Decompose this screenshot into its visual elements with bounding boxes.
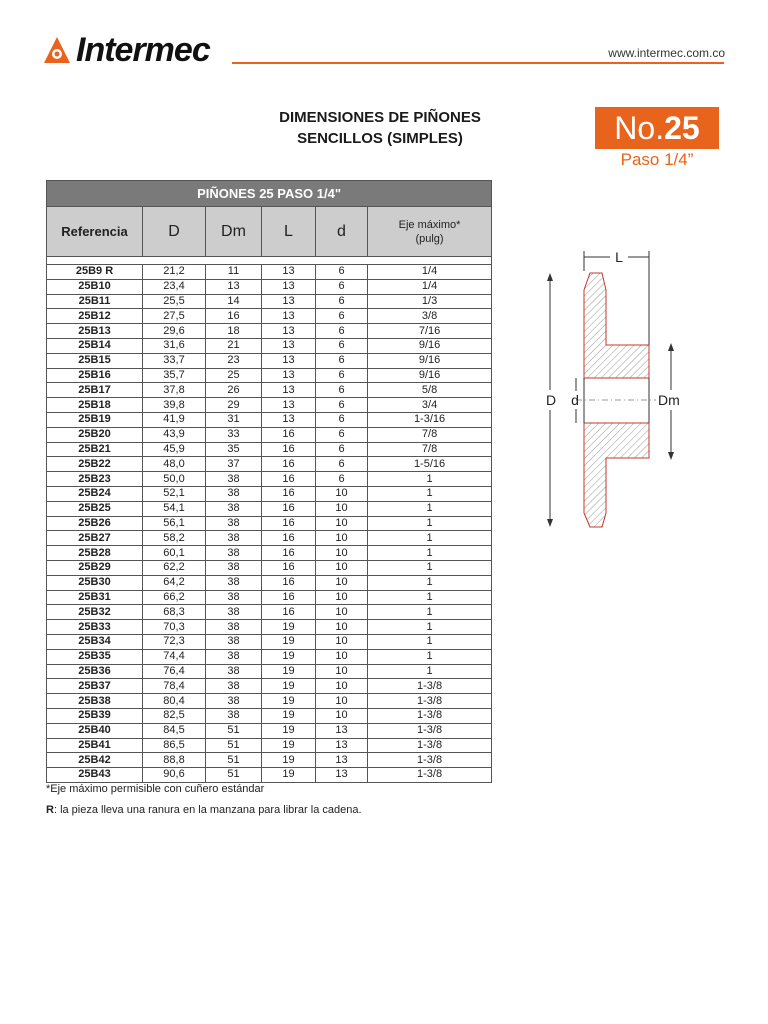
cell-Dm: 51 — [206, 768, 262, 783]
cell-L: 13 — [262, 412, 316, 427]
table-row — [47, 383, 492, 398]
cell-eje-maximo: 1 — [368, 516, 492, 531]
cell-L: 13 — [262, 309, 316, 324]
cell-d: 13 — [316, 753, 368, 768]
cell-Dm: 38 — [206, 620, 262, 635]
cell-d: 13 — [316, 723, 368, 738]
cell-D: 43,9 — [143, 427, 206, 442]
cell-L: 19 — [262, 649, 316, 664]
cell-eje-maximo: 1/3 — [368, 294, 492, 309]
cell-Dm: 38 — [206, 664, 262, 679]
table-row — [47, 472, 492, 487]
cell-eje-maximo: 3/8 — [368, 309, 492, 324]
cell-d: 13 — [316, 738, 368, 753]
cell-L: 16 — [262, 501, 316, 516]
cell-eje-maximo: 9/16 — [368, 338, 492, 353]
cell-D: 50,0 — [143, 472, 206, 487]
cell-referencia: 25B42 — [47, 753, 143, 768]
table-row — [47, 590, 492, 605]
cell-L: 13 — [262, 398, 316, 413]
cell-referencia: 25B22 — [47, 457, 143, 472]
cell-referencia: 25B38 — [47, 694, 143, 709]
title-line-2: SENCILLOS (SIMPLES) — [297, 130, 463, 147]
cell-Dm: 35 — [206, 442, 262, 457]
label-Dm: Dm — [658, 392, 680, 408]
cell-L: 13 — [262, 383, 316, 398]
cell-L: 13 — [262, 368, 316, 383]
table-row — [47, 442, 492, 457]
cell-L: 16 — [262, 516, 316, 531]
title-line-1: DIMENSIONES DE PIÑONES — [279, 109, 481, 126]
cell-Dm: 21 — [206, 338, 262, 353]
cell-eje-maximo: 5/8 — [368, 383, 492, 398]
cell-d: 10 — [316, 486, 368, 501]
table-row — [47, 560, 492, 575]
cell-referencia: 25B15 — [47, 353, 143, 368]
cell-D: 76,4 — [143, 664, 206, 679]
cell-referencia: 25B36 — [47, 664, 143, 679]
col-referencia: Referencia — [47, 207, 143, 257]
cell-referencia: 25B30 — [47, 575, 143, 590]
cell-referencia: 25B39 — [47, 708, 143, 723]
cell-D: 21,2 — [143, 265, 206, 280]
cell-D: 64,2 — [143, 575, 206, 590]
cell-d: 6 — [316, 353, 368, 368]
label-L: L — [615, 249, 623, 265]
cell-eje-maximo: 1/4 — [368, 265, 492, 280]
brand-logo — [42, 30, 210, 70]
cell-referencia: 25B13 — [47, 324, 143, 339]
cell-D: 90,6 — [143, 768, 206, 783]
table-group-title: PIÑONES 25 PASO 1/4" — [47, 181, 492, 207]
cell-eje-maximo: 9/16 — [368, 368, 492, 383]
cell-D: 52,1 — [143, 486, 206, 501]
cell-L: 13 — [262, 265, 316, 280]
cell-d: 10 — [316, 516, 368, 531]
series-badge — [595, 107, 719, 149]
cell-Dm: 33 — [206, 427, 262, 442]
cell-Dm: 51 — [206, 738, 262, 753]
cell-eje-maximo: 1-3/16 — [368, 412, 492, 427]
cell-referencia: 25B26 — [47, 516, 143, 531]
cell-Dm: 37 — [206, 457, 262, 472]
gear-icon — [42, 35, 72, 65]
table-row — [47, 294, 492, 309]
cell-eje-maximo: 1/4 — [368, 279, 492, 294]
cell-Dm: 38 — [206, 486, 262, 501]
cell-Dm: 23 — [206, 353, 262, 368]
cell-eje-maximo: 1-3/8 — [368, 694, 492, 709]
cell-L: 16 — [262, 427, 316, 442]
label-D: D — [545, 392, 557, 408]
footnote-r — [46, 804, 362, 816]
cell-referencia: 25B18 — [47, 398, 143, 413]
cell-d: 10 — [316, 694, 368, 709]
cell-d: 6 — [316, 472, 368, 487]
cell-D: 72,3 — [143, 634, 206, 649]
cell-referencia: 25B25 — [47, 501, 143, 516]
cell-eje-maximo: 1-3/8 — [368, 753, 492, 768]
cell-Dm: 38 — [206, 708, 262, 723]
cell-referencia: 25B37 — [47, 679, 143, 694]
cell-D: 84,5 — [143, 723, 206, 738]
cell-referencia: 25B31 — [47, 590, 143, 605]
cell-D: 58,2 — [143, 531, 206, 546]
cell-referencia: 25B41 — [47, 738, 143, 753]
table-row — [47, 353, 492, 368]
cell-L: 19 — [262, 620, 316, 635]
table-row — [47, 501, 492, 516]
header-divider — [232, 62, 724, 64]
cell-L: 16 — [262, 457, 316, 472]
cell-Dm: 38 — [206, 516, 262, 531]
cell-L: 16 — [262, 575, 316, 590]
cell-D: 60,1 — [143, 546, 206, 561]
table-row — [47, 486, 492, 501]
cell-Dm: 14 — [206, 294, 262, 309]
cell-eje-maximo: 1 — [368, 634, 492, 649]
cell-Dm: 25 — [206, 368, 262, 383]
badge-number: 25 — [664, 110, 700, 146]
table-row — [47, 620, 492, 635]
col-eje-maximo — [368, 207, 492, 257]
cell-Dm: 38 — [206, 575, 262, 590]
cell-eje-maximo: 1 — [368, 605, 492, 620]
cell-referencia: 25B9 R — [47, 265, 143, 280]
cell-d: 10 — [316, 634, 368, 649]
cell-D: 82,5 — [143, 708, 206, 723]
cell-D: 23,4 — [143, 279, 206, 294]
cell-d: 13 — [316, 768, 368, 783]
cell-d: 10 — [316, 501, 368, 516]
footnote-eje: *Eje máximo permisible con cuñero estándar — [46, 783, 265, 795]
cell-eje-maximo: 1-3/8 — [368, 738, 492, 753]
cell-d: 10 — [316, 560, 368, 575]
cell-Dm: 38 — [206, 590, 262, 605]
sprocket-section-diagram — [536, 245, 706, 535]
cell-referencia: 25B28 — [47, 546, 143, 561]
cell-d: 6 — [316, 442, 368, 457]
cell-eje-maximo: 7/8 — [368, 427, 492, 442]
table-row — [47, 694, 492, 709]
cell-D: 68,3 — [143, 605, 206, 620]
cell-Dm: 38 — [206, 560, 262, 575]
cell-D: 62,2 — [143, 560, 206, 575]
cell-d: 6 — [316, 265, 368, 280]
table-row — [47, 457, 492, 472]
cell-d: 6 — [316, 279, 368, 294]
cell-d: 6 — [316, 427, 368, 442]
cell-eje-maximo: 1-3/8 — [368, 679, 492, 694]
cell-eje-maximo: 1 — [368, 472, 492, 487]
cell-eje-maximo: 1 — [368, 664, 492, 679]
table-row — [47, 338, 492, 353]
cell-L: 19 — [262, 708, 316, 723]
cell-d: 6 — [316, 457, 368, 472]
header-spacer — [47, 257, 492, 265]
footnote-r-key: R — [46, 804, 54, 816]
cell-eje-maximo: 1 — [368, 620, 492, 635]
cell-L: 13 — [262, 324, 316, 339]
cell-referencia: 25B23 — [47, 472, 143, 487]
cell-d: 10 — [316, 575, 368, 590]
cell-L: 13 — [262, 338, 316, 353]
cell-referencia: 25B32 — [47, 605, 143, 620]
table-row — [47, 605, 492, 620]
cell-L: 19 — [262, 679, 316, 694]
cell-referencia: 25B12 — [47, 309, 143, 324]
table-row — [47, 679, 492, 694]
cell-Dm: 13 — [206, 279, 262, 294]
cell-eje-maximo: 1 — [368, 590, 492, 605]
cell-D: 78,4 — [143, 679, 206, 694]
table-row — [47, 279, 492, 294]
cell-d: 6 — [316, 383, 368, 398]
table-row — [47, 575, 492, 590]
cell-Dm: 38 — [206, 694, 262, 709]
cell-D: 66,2 — [143, 590, 206, 605]
cell-eje-maximo: 1 — [368, 501, 492, 516]
cell-D: 37,8 — [143, 383, 206, 398]
cell-D: 70,3 — [143, 620, 206, 635]
cell-d: 6 — [316, 324, 368, 339]
cell-referencia: 25B14 — [47, 338, 143, 353]
cell-D: 45,9 — [143, 442, 206, 457]
table-row — [47, 309, 492, 324]
cell-Dm: 31 — [206, 412, 262, 427]
cell-D: 35,7 — [143, 368, 206, 383]
cell-D: 29,6 — [143, 324, 206, 339]
cell-eje-maximo: 1 — [368, 575, 492, 590]
cell-D: 54,1 — [143, 501, 206, 516]
cell-D: 41,9 — [143, 412, 206, 427]
cell-L: 16 — [262, 560, 316, 575]
cell-d: 6 — [316, 309, 368, 324]
cell-Dm: 38 — [206, 546, 262, 561]
cell-referencia: 25B43 — [47, 768, 143, 783]
cell-d: 6 — [316, 294, 368, 309]
cell-D: 88,8 — [143, 753, 206, 768]
cell-L: 16 — [262, 442, 316, 457]
brand-name: Intermec — [76, 31, 210, 69]
cell-eje-maximo: 7/8 — [368, 442, 492, 457]
table-row — [47, 324, 492, 339]
cell-Dm: 51 — [206, 723, 262, 738]
cell-L: 16 — [262, 546, 316, 561]
cell-Dm: 38 — [206, 634, 262, 649]
cell-d: 10 — [316, 679, 368, 694]
cell-L: 16 — [262, 605, 316, 620]
col-eje-maximo-line2: (pulg) — [415, 232, 444, 245]
cell-Dm: 16 — [206, 309, 262, 324]
sprocket-dimensions-table — [46, 180, 492, 783]
cell-d: 10 — [316, 664, 368, 679]
cell-referencia: 25B17 — [47, 383, 143, 398]
cell-referencia: 25B24 — [47, 486, 143, 501]
cell-eje-maximo: 3/4 — [368, 398, 492, 413]
table-row — [47, 531, 492, 546]
pitch-label: Paso 1/4” — [620, 150, 694, 169]
table-row — [47, 427, 492, 442]
cell-D: 56,1 — [143, 516, 206, 531]
cell-referencia: 25B10 — [47, 279, 143, 294]
table-row — [47, 368, 492, 383]
cell-Dm: 38 — [206, 605, 262, 620]
cell-D: 33,7 — [143, 353, 206, 368]
col-d: d — [316, 207, 368, 257]
cell-eje-maximo: 1 — [368, 531, 492, 546]
cell-Dm: 51 — [206, 753, 262, 768]
cell-Dm: 38 — [206, 472, 262, 487]
cell-D: 25,5 — [143, 294, 206, 309]
cell-L: 19 — [262, 753, 316, 768]
cell-L: 16 — [262, 472, 316, 487]
cell-referencia: 25B33 — [47, 620, 143, 635]
cell-D: 39,8 — [143, 398, 206, 413]
table-row — [47, 634, 492, 649]
table-row — [47, 649, 492, 664]
table-row — [47, 412, 492, 427]
cell-D: 48,0 — [143, 457, 206, 472]
cell-d: 6 — [316, 412, 368, 427]
col-eje-maximo-line1: Eje máximo* — [398, 218, 461, 231]
table-row — [47, 768, 492, 783]
table-row — [47, 516, 492, 531]
cell-L: 19 — [262, 694, 316, 709]
cell-Dm: 38 — [206, 501, 262, 516]
cell-referencia: 25B35 — [47, 649, 143, 664]
cell-eje-maximo: 1 — [368, 560, 492, 575]
cell-d: 10 — [316, 605, 368, 620]
table-row — [47, 265, 492, 280]
cell-referencia: 25B11 — [47, 294, 143, 309]
cell-eje-maximo: 1-3/8 — [368, 723, 492, 738]
cell-eje-maximo: 1 — [368, 546, 492, 561]
cell-d: 10 — [316, 590, 368, 605]
table-row — [47, 738, 492, 753]
col-L: L — [262, 207, 316, 257]
cell-L: 13 — [262, 353, 316, 368]
cell-referencia: 25B29 — [47, 560, 143, 575]
badge-prefix: No. — [614, 110, 665, 146]
cell-D: 31,6 — [143, 338, 206, 353]
col-Dm: Dm — [206, 207, 262, 257]
cell-d: 10 — [316, 531, 368, 546]
col-D: D — [143, 207, 206, 257]
table-row — [47, 723, 492, 738]
table-row — [47, 546, 492, 561]
cell-referencia: 25B21 — [47, 442, 143, 457]
table-row — [47, 708, 492, 723]
cell-d: 10 — [316, 546, 368, 561]
cell-Dm: 29 — [206, 398, 262, 413]
cell-eje-maximo: 7/16 — [368, 324, 492, 339]
cell-Dm: 38 — [206, 531, 262, 546]
cell-referencia: 25B16 — [47, 368, 143, 383]
cell-Dm: 11 — [206, 265, 262, 280]
cell-Dm: 18 — [206, 324, 262, 339]
cell-d: 6 — [316, 368, 368, 383]
cell-Dm: 26 — [206, 383, 262, 398]
cell-d: 10 — [316, 708, 368, 723]
table-row — [47, 753, 492, 768]
cell-L: 19 — [262, 723, 316, 738]
cell-L: 19 — [262, 664, 316, 679]
cell-d: 10 — [316, 620, 368, 635]
cell-referencia: 25B34 — [47, 634, 143, 649]
cell-d: 6 — [316, 398, 368, 413]
cell-eje-maximo: 1-5/16 — [368, 457, 492, 472]
cell-L: 19 — [262, 738, 316, 753]
cell-eje-maximo: 1-3/8 — [368, 768, 492, 783]
cell-Dm: 38 — [206, 679, 262, 694]
cell-L: 16 — [262, 531, 316, 546]
page-title — [230, 107, 530, 149]
cell-referencia: 25B20 — [47, 427, 143, 442]
cell-eje-maximo: 1-3/8 — [368, 708, 492, 723]
cell-D: 80,4 — [143, 694, 206, 709]
cell-referencia: 25B19 — [47, 412, 143, 427]
cell-referencia: 25B27 — [47, 531, 143, 546]
cell-d: 6 — [316, 338, 368, 353]
cell-L: 13 — [262, 279, 316, 294]
cell-L: 19 — [262, 768, 316, 783]
cell-D: 74,4 — [143, 649, 206, 664]
cell-eje-maximo: 1 — [368, 486, 492, 501]
cell-L: 16 — [262, 590, 316, 605]
site-url[interactable]: www.intermec.com.co — [608, 46, 725, 60]
cell-Dm: 38 — [206, 649, 262, 664]
cell-eje-maximo: 1 — [368, 649, 492, 664]
table-row — [47, 664, 492, 679]
cell-L: 19 — [262, 634, 316, 649]
cell-L: 16 — [262, 486, 316, 501]
cell-L: 13 — [262, 294, 316, 309]
cell-D: 86,5 — [143, 738, 206, 753]
table-row — [47, 398, 492, 413]
footnote-r-text: : la pieza lleva una ranura en la manzana para librar la cadena. — [53, 804, 362, 816]
cell-eje-maximo: 9/16 — [368, 353, 492, 368]
label-d: d — [571, 392, 579, 408]
cell-d: 10 — [316, 649, 368, 664]
cell-D: 27,5 — [143, 309, 206, 324]
cell-referencia: 25B40 — [47, 723, 143, 738]
table-body — [47, 265, 492, 783]
